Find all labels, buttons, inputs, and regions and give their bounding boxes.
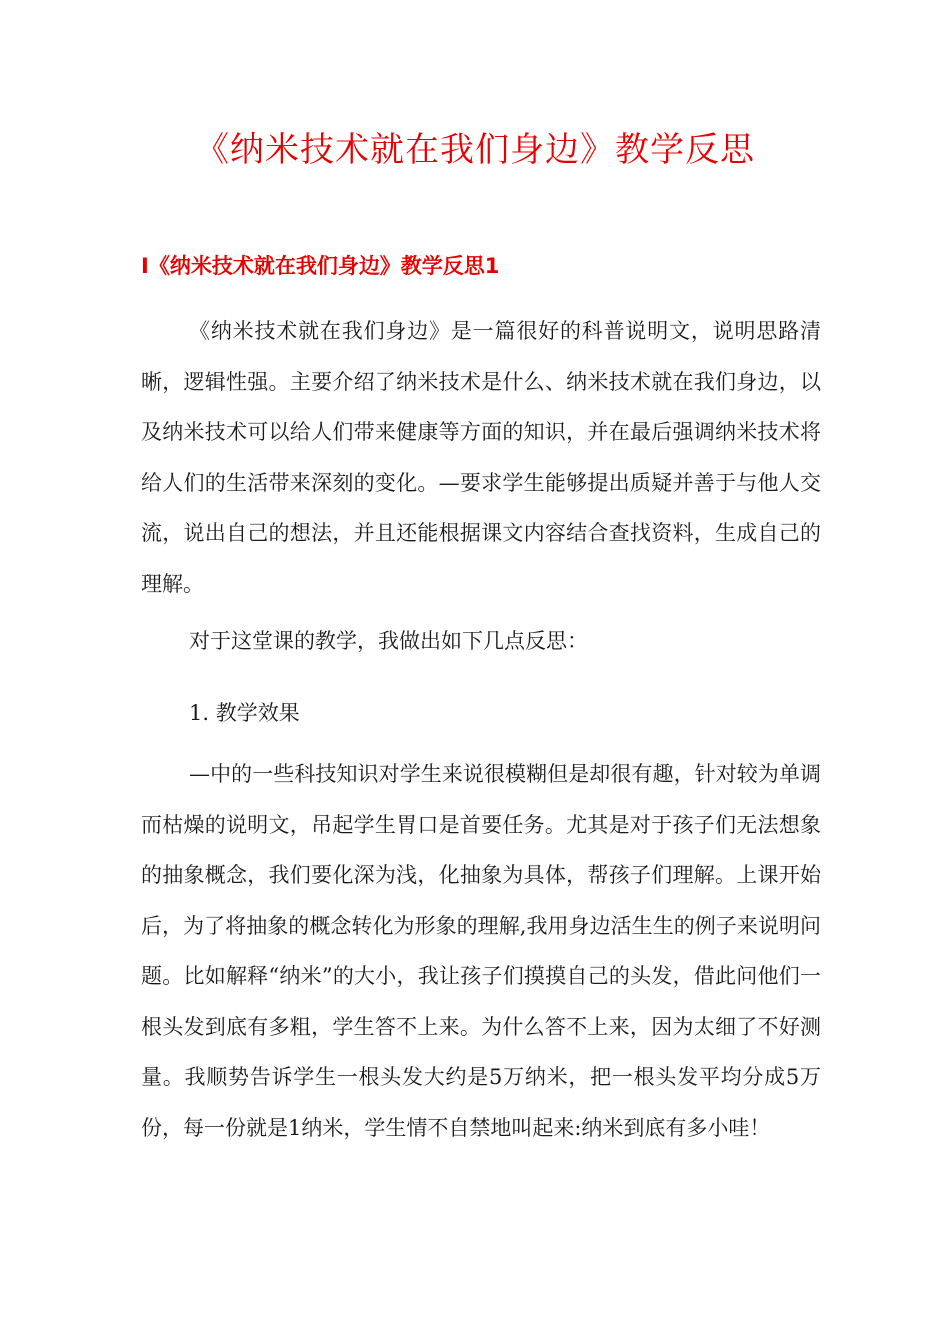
paragraph-point-heading: 1. 教学效果 — [189, 701, 300, 725]
paragraph-intro: 《纳米技术就在我们身边》是一篇很好的科普说明文，说明思路清晰，逻辑性强。主要介绍了纳米技术是什么、纳米技术就在我们身边，以及纳米技术可以给人们带来健康等方面的知识，并在最后强调纳米技术将给人们的生活带来深刻的变化。—要求学生能够提出质疑并善于与他人交流，说出自己的想法，并且还能根据课文内容结合查找资料，生成自己的理解。 — [141, 319, 821, 596]
document-title: 《纳米技术就在我们身边》教学反思 — [195, 130, 755, 170]
paragraph-reflection-lead: 对于这堂课的教学，我做出如下几点反思： — [189, 629, 588, 653]
paragraph-teaching-effect: —中的一些科技知识对学生来说很模糊但是却很有趣，针对较为单调而枯燥的说明文，吊起学生胃口是首要任务。尤其是对于孩子们无法想象的抽象概念，我们要化深为浅，化抽象为具体，帮孩子们理解。上课开始后，为了将抽象的概念转化为形象的理解,我用身边活生生的例子来说明问题。比如解释“纳米”的大小，我让孩子们摸摸自己的头发，借此问他们一根头发到底有多粗，学生答不上来。为什么答不上来，因为太细了不好测量。我顺势告诉学生一根头发大约是5万纳米，把一根头发平均分成5万份，每一份就是1纳米，学生情不自禁地叫起来:纳米到底有多小哇！ — [141, 762, 821, 1140]
section-heading: I《纳米技术就在我们身边》教学反思1 — [141, 254, 500, 278]
